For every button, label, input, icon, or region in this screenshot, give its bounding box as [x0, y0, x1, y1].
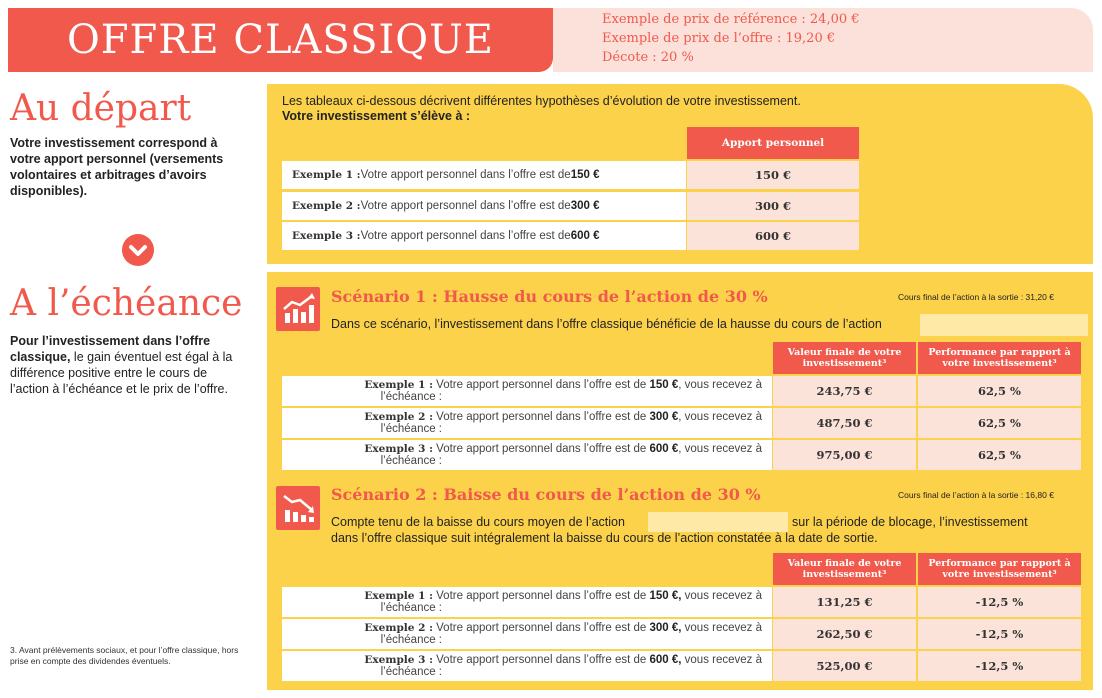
- table-cell-value: 975,00 €: [773, 440, 916, 470]
- scenario1-description: Dans ce scénario, l’investissement dans l’offre classique bénéficie de la hausse du cours de l’action: [331, 317, 882, 331]
- scenario2-final-price: Cours final de l’action à la sortie : 16,80 €: [898, 490, 1054, 500]
- redacted-text: [648, 512, 788, 532]
- row-text: Votre apport personnel dans l’offre est de: [360, 200, 571, 212]
- row-tail2: l’échéance :: [380, 602, 442, 614]
- row-tail: vous recevez à: [681, 622, 762, 634]
- row-amount: 150 €: [649, 379, 679, 391]
- example-label: Exemple 2 :: [292, 200, 361, 212]
- table-row: [282, 192, 686, 220]
- row-tail: , vous recevez à: [678, 411, 762, 423]
- table-header-apport: Apport personnel: [687, 127, 859, 159]
- table-cell-value: 262,50 €: [773, 619, 916, 649]
- row-amount: 300 €,: [649, 622, 682, 634]
- row-text: Votre apport personnel dans l’offre est de: [360, 169, 571, 181]
- scenario2-description-b: sur la période de blocage, l’investissement: [792, 515, 1028, 529]
- row-tail2: l’échéance :: [380, 634, 442, 646]
- row-amount: 600 €,: [649, 654, 682, 666]
- table-row: [282, 222, 686, 250]
- scenario1-title: Scénario 1 : Hausse du cours de l’action de 30 %: [331, 287, 768, 306]
- intro-line-bold: Votre investissement s’élève à :: [282, 109, 471, 123]
- table-row: [282, 587, 772, 617]
- row-text: Votre apport personnel dans l’offre est de: [432, 654, 650, 666]
- table-cell-value: 62,5 %: [918, 408, 1081, 438]
- table-row: [282, 651, 772, 681]
- table-cell-value: 525,00 €: [773, 651, 916, 681]
- row-amount: 600 €: [570, 230, 600, 242]
- table-cell-value: 487,50 €: [773, 408, 916, 438]
- depart-heading: Au départ: [10, 88, 192, 129]
- table-header-final-value: Valeur finale de votre investissement³: [773, 342, 916, 374]
- table-cell-value: 243,75 €: [773, 376, 916, 406]
- row-amount: 600 €: [649, 443, 679, 455]
- row-text: Votre apport personnel dans l’offre est de: [432, 622, 650, 634]
- example-label: Exemple 3 :: [364, 443, 433, 455]
- table-cell-value: -12,5 %: [918, 587, 1081, 617]
- redacted-text: [920, 314, 1088, 336]
- table-row: [282, 440, 772, 470]
- example-label: Exemple 3 :: [364, 654, 433, 666]
- scenario1-final-price: Cours final de l’action à la sortie : 31,20 €: [898, 292, 1054, 302]
- table-cell-value: 300 €: [687, 192, 859, 220]
- table-row: [282, 408, 772, 438]
- table-cell-value: 600 €: [687, 222, 859, 250]
- table-header-performance: Performance par rapport à votre investissement³: [918, 342, 1081, 374]
- chart-up-icon: [276, 287, 320, 331]
- example-label: Exemple 2 :: [364, 411, 433, 423]
- table-cell-value: 62,5 %: [918, 376, 1081, 406]
- example-label: Exemple 3 :: [292, 230, 361, 242]
- scenario2-title: Scénario 2 : Baisse du cours de l’action de 30 %: [331, 485, 761, 504]
- row-tail: vous recevez à: [681, 654, 762, 666]
- scenario2-description-c: dans l’offre classique suit intégralement la baisse du cours de l’action constatée à la date de sortie.: [331, 531, 878, 545]
- footnote: 3. Avant prélèvements sociaux, et pour l’offre classique, hors prise en compte des dividendes éventuels.: [10, 645, 239, 666]
- echeance-rest: le gain éventuel est égal à la différence positive entre le cours de l’action à l’échéance et le prix de l’offre.: [10, 350, 233, 396]
- row-text: Votre apport personnel dans l’offre est de: [432, 379, 650, 391]
- chevron-down-icon: [122, 234, 154, 266]
- chart-down-icon: [276, 486, 320, 530]
- offer-price: Exemple de prix de l’offre : 19,20 €: [602, 31, 836, 46]
- page-title: OFFRE CLASSIQUE: [67, 17, 494, 63]
- row-text: Votre apport personnel dans l’offre est de: [432, 443, 650, 455]
- table-row: [282, 376, 772, 406]
- row-tail: , vous recevez à: [678, 379, 762, 391]
- table-cell-value: 131,25 €: [773, 587, 916, 617]
- table-cell-value: -12,5 %: [918, 651, 1081, 681]
- example-label: Exemple 1 :: [364, 590, 433, 602]
- row-tail2: l’échéance :: [380, 666, 442, 678]
- discount: Décote : 20 %: [602, 50, 694, 65]
- row-tail: , vous recevez à: [678, 443, 762, 455]
- row-text: Votre apport personnel dans l’offre est de: [360, 230, 571, 242]
- row-text: Votre apport personnel dans l’offre est de: [432, 590, 650, 602]
- echeance-bold: Pour l’investissement dans l’offre classique,: [10, 334, 211, 364]
- intro-line: Les tableaux ci-dessous décrivent différentes hypothèses d’évolution de votre investissement.: [282, 94, 801, 108]
- table-cell-value: -12,5 %: [918, 619, 1081, 649]
- table-header-performance: Performance par rapport à votre investissement³: [918, 553, 1081, 585]
- row-tail2: l’échéance :: [380, 455, 442, 467]
- example-label: Exemple 1 :: [292, 169, 361, 181]
- scenario2-description-a: Compte tenu de la baisse du cours moyen de l’action: [331, 515, 625, 529]
- echeance-text: [10, 333, 242, 397]
- echeance-heading: A l’échéance: [10, 283, 243, 324]
- row-amount: 300 €: [649, 411, 679, 423]
- row-amount: 150 €: [570, 169, 600, 181]
- table-header-final-value: Valeur finale de votre investissement³: [773, 553, 916, 585]
- row-amount: 300 €: [570, 200, 600, 212]
- table-row: [282, 619, 772, 649]
- row-amount: 150 €,: [649, 590, 682, 602]
- row-tail2: l’échéance :: [380, 423, 442, 435]
- row-tail2: l’échéance :: [380, 391, 442, 403]
- reference-price: Exemple de prix de référence : 24,00 €: [602, 12, 860, 27]
- row-text: Votre apport personnel dans l’offre est de: [432, 411, 650, 423]
- example-label: Exemple 2 :: [364, 622, 433, 634]
- table-cell-value: 62,5 %: [918, 440, 1081, 470]
- depart-text: Votre investissement correspond à votre apport personnel (versements volontaires et arbitrages d’avoirs disponibles).: [10, 136, 224, 198]
- table-cell-value: 150 €: [687, 161, 859, 189]
- example-label: Exemple 1 :: [364, 379, 433, 391]
- table-row: [282, 161, 686, 189]
- row-tail: vous recevez à: [681, 590, 762, 602]
